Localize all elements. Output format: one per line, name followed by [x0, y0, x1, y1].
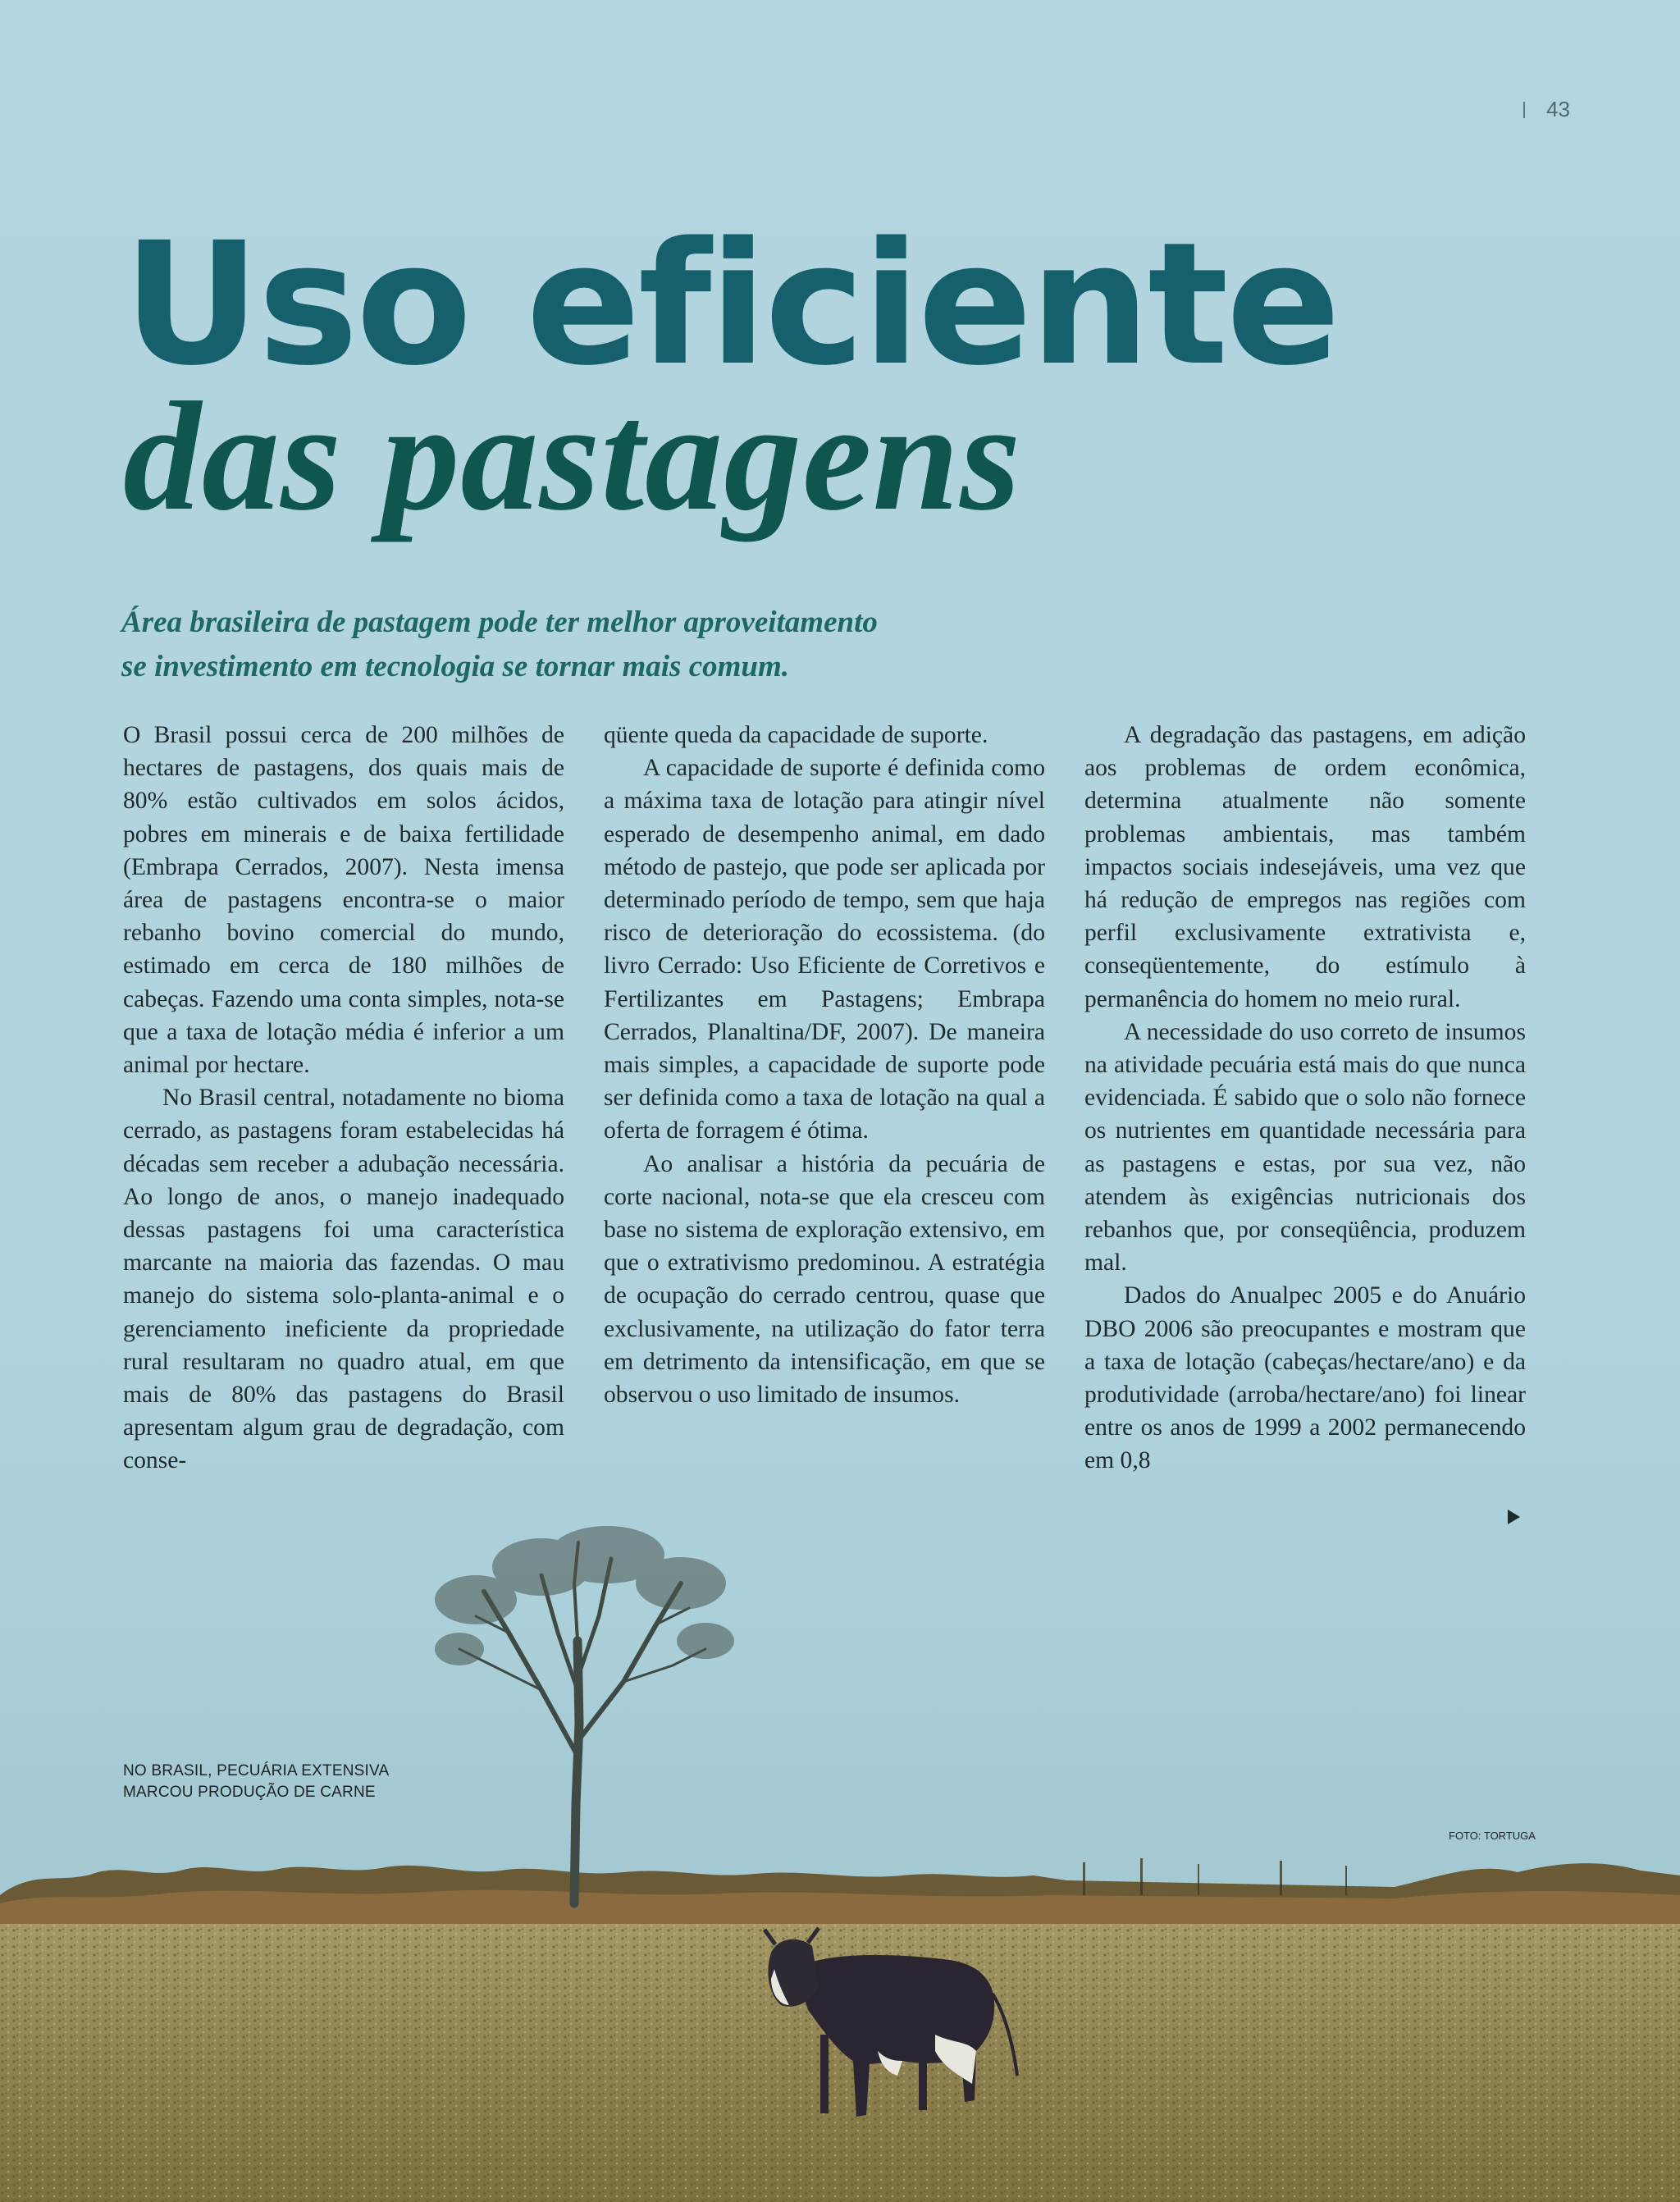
column-1 [123, 719, 564, 1506]
paragraph: A capacidade de suporte é definida como a máxima taxa de lotação para atingir nível esperado de desempenho animal, em dado método de pastejo, que pode ser aplicada por determinado período de tempo, sem que haja risco de deterioração do ecossistema. (do livro Cerrado: Uso Eficiente de Corretivos e Fertilizantes em Pastagens; Embrapa Cerrados, Planaltina/DF, 2007). De maneira mais simples, a capacidade de suporte pode ser definida como a taxa de lotação na qual a oferta de forragem é ótima. [604, 755, 1045, 1144]
photo-caption [123, 1761, 451, 1803]
subheadline [121, 601, 1188, 689]
page-number-divider [1523, 102, 1525, 118]
column-2 [604, 719, 1045, 1506]
paragraph: Ao analisar a história da pecuária de corte nacional, nota-se que ela cresceu com base no sistema de exploração extensivo, em que o extrativismo predominou. A estratégia de ocupação do cerrado centrou, quase que exclusivamente, na utilização do fator terra em detrimento da intensificação, em que se observou o uso limitado de insumos. [604, 1150, 1045, 1409]
headline-line-2: das pastagens [123, 371, 1022, 543]
paragraph: No Brasil central, notadamente no bioma cerrado, as pastagens foram estabelecidas há décadas sem receber a adubação necessária. Ao longo de anos, o manejo inadequado dessas pastagens foi uma característica marcante na maioria das fazendas. O mau manejo do sistema solo-planta-animal e o gerenciamento ineficiente da propriedade rural resultaram no quadro atual, em que mais de 80% das pastagens do Brasil apresentam algum grau de degradação, com conse- [123, 1085, 564, 1474]
page-number [1523, 97, 1570, 122]
pasture-photo [0, 1510, 1680, 2202]
headline-line-1: Uso eficiente [123, 206, 1339, 403]
tree-canopy [435, 1526, 734, 1665]
paragraph: A degradação das pastagens, em adição aos problemas de ordem econômica, determina atualmente não somente problemas ambientais, mas também impactos sociais indesejáveis, uma vez que há redução de empregos nas regiões com perfil exclusivamente extrativista e, conseqüentemente, do estímulo à permanência do homem no meio rural. [1084, 722, 1526, 1012]
photo-caption-line-2: MARCOU PRODUÇÃO DE CARNE [123, 1784, 376, 1801]
subheadline-line-1: Área brasileira de pastagem pode ter melhor aproveitamento [121, 605, 878, 639]
photo-credit: FOTO: TORTUGA [1449, 1830, 1536, 1842]
paragraph: O Brasil possui cerca de 200 milhões de hectares de pastagens, dos quais mais de 80% estão cultivados em solos ácidos, pobres em minerais e de baixa fertilidade (Embrapa Cerrados, 2007). Nesta imensa área de pastagens encontra-se o maior rebanho bovino comercial do mundo, estimado em cerca de 180 milhões de cabeças. Fazendo uma conta simples, nota-se que a taxa de lotação média é inferior a um animal por hectare. [123, 722, 564, 1079]
subheadline-line-2: se investimento em tecnologia se tornar mais comum. [121, 650, 789, 683]
article-body [123, 719, 1526, 1506]
paragraph: Dados do Anualpec 2005 e do Anuário DBO 2006 são preocupantes e mostram que a taxa de lotação (cabeças/hectare/ano) e da produtividade (arroba/hectare/ano) foi linear entre os anos de 1999 a 2002 permanecendo em 0,8 [1084, 1282, 1526, 1474]
paragraph: qüente queda da capacidade de suporte. [604, 722, 988, 748]
photo-caption-line-1: NO BRASIL, PECUÁRIA EXTENSIVA [123, 1762, 390, 1779]
page-number-text: 43 [1546, 97, 1570, 121]
paragraph: A necessidade do uso correto de insumos na atividade pecuária está mais do que nunca evidenciada. É sabido que o solo não fornece os nutrientes em quantidade necessária para as pastagens e estas, por sua vez, não atendem às exigências nutricionais dos rebanhos que, por conseqüência, produzem mal. [1084, 1018, 1526, 1277]
column-3 [1084, 719, 1526, 1506]
